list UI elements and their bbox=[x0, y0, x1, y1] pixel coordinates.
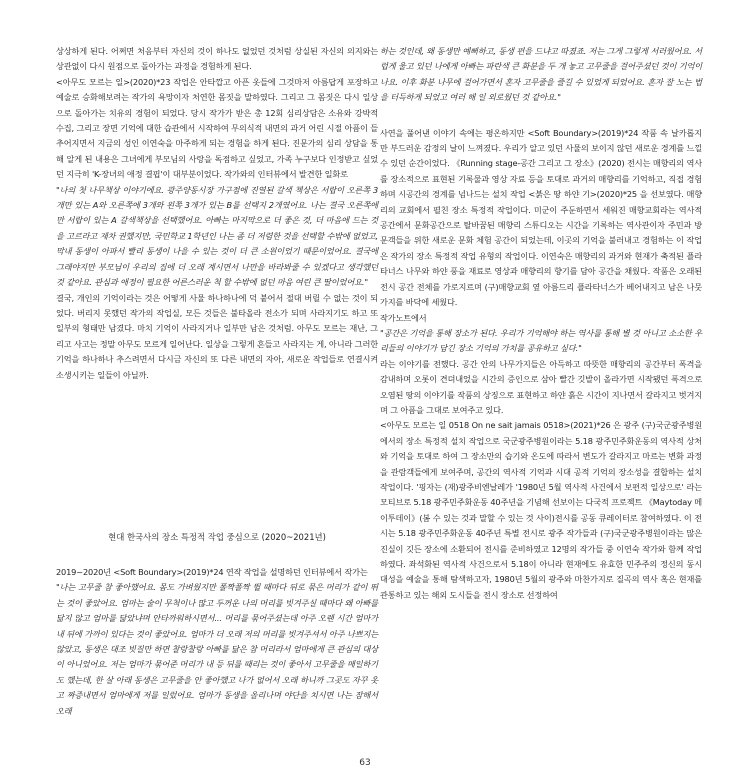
left-paragraph: 결국, 개인의 기억이라는 것은 어떻게 사물 하나하나에 덕 붙어서 절대 버릴 수 없는 것이 되었다. 버리지 못했던 작가의 작업실, 모든 것들은 불타올라 전소가 되며 사라지기도 하고 또 일부의 형태만 남겼다. 마치 기억이 사라지거나 일부만 남은 것처럼. 아무도 모르는 재난, 그리고 사고는 정말 아무도 모르게 일어난다. 일상을 그렇게 흔들고 사라지는 게, 아니라 그러한 기억을 하나하나 추스려면서 다시금 자신의 또 다른 내면의 자아, 새로운 작업들로 연결시켜 소생시키는 일들이 아닐까. bbox=[56, 292, 378, 380]
quote-paragraph: "나는 고무줄 참 좋아했어요. 몸도 가벼웠지만 폴짝폴짝 뛸 때마다 뒤로 묶은 머리가 같이 뛰는 것이 좋았어요. 엄마는 술이 무척이나 많고 두꺼운 나의 머리를 빗겨주실 때마다 왜 아빠를 닮지 않고 엄마를 닮았냐며 안타까워하시면서... 머리를 묶어주셨는데 아주 오랜 시간 엄마가 내 뒤에 가까이 있다는 것이 좋았어요. 엄마가 더 오래 저의 머리를 빗겨주셔서 아주 나쁘지는 않았고, 동생은 대조 빗질만 하면 찰랑찰랑 아빠를 닮은 참 머리라서 엄마에게 큰 관심의 대상이 아니었어요. 저는 엄마가 묶어준 머리가 내 등 뒤를 때리는 것이 좋아서 고무줄을 매일하기도 했는데, 한 살 아래 동생은 고무줄을 안 좋아했고 나가 없어서 오래 하니까 그곳도 자꾸 옷고 짜증내면서 엄마에게 저를 일렀어요. 엄마가 동생을 올리나며 야단을 치시면 나는 잠해서 오래 bbox=[56, 582, 378, 716]
right-paragraph: <아무도 모르는 일 0518 On ne sait jamais 0518>(2021)*26 은 광주 (구)국군광주병원에서의 장소 특정적 설치 작업으로 국군광주병원이라는 5.18 광주민주화운동의 역사적 상처와 기억을 토대로 하여 그 장소만의 습기와 온도에 따라서 변도가 갈라지고 마르는 변화 과정을 관람객들에게 보여주며, 공간의 역사적 기억과 시대 공적 기억의 장소성을 결합하는 설치 작업이다. '핑자는 (재)광주비엔날레가 '1980년 5월 역사적 사건에서 보편적 일상으로' 라는 모티브로 5.18 광주민주화운동 40주년을 기념해 선보이는 다국적 프로젝트 《Maytoday 메이투데이》(봄 수 있는 것과 말할 수 있는 것 사이)전시를 공동 큐레이터로 참여하였다. 이 전시는 5.18 광주민주화운동 40주년 특별 전시로 광주 작가들과 (구)국군광주병원이라는 많은 진실이 깃든 장소에 소환되어 전시를 준비하였고 12명의 작가들 중 이연숙 작가와 함께 작업하였다. 좌석화된 역사적 사건으로서 5.18이 아니라 현재에도 유효한 민주주의 정신의 동시대성을 예술을 통해 탐색하고자, 1980년 5월의 광주와 마찬가지로 질곡의 역사 혹은 현재를 관통하고 있는 해외 도시들을 전시 장소로 선정하여 bbox=[380, 420, 702, 600]
spacer bbox=[56, 383, 378, 531]
left-paragraph: 2019~2020년 <Soft Boundary>(2019)*24 연작 작업을 설명하던 인터뷰에서 작가는 bbox=[56, 566, 368, 577]
left-paragraph: 상상하게 된다. 어쩌면 처음부터 자신의 것이 하나도 없었던 것처럼 상실된 자신의 의지와는 상관없이 다시 원점으로 돌아가는 과정을 경험하게 된다. bbox=[56, 46, 378, 72]
quote-paragraph: 하는 것인데, 왜 동생만 예뻐하고, 동생 편을 드냐고 따졌죠. 저는 그게 그렇게 서러웠어요. 서럽게 울고 있던 나에게 아빠는 파란색 큰 화분을 두 개 놓고 고무줄을 걸어주셨던 것이 기억이 나요. 이후 화분 나무에 걸어가면서 혼자 고무줄을 즐길 수 있었게 되었어요. 혼자 잘 노는 법을 터득하게 되었고 여러 해 일 외로웠던 것 같아요." bbox=[380, 46, 702, 103]
right-column bbox=[380, 44, 702, 603]
section-heading: 현대 한국사의 장소 특정적 작업 중심으로 (2020~2021년) bbox=[108, 531, 326, 542]
spacer bbox=[380, 106, 702, 126]
right-paragraph: 작가노트에서 bbox=[380, 312, 427, 323]
left-paragraph: <아무도 모르는 일>(2020)*23 작업은 안타깝고 아픈 옷들에 그것마저 아름답게 포장하고 예술로 승화해보려는 작가의 욕망이자 처연한 몸짓을 말하였다. 그리고 그 몸짓은 다시 일상으로 돌아가는 치유의 경험이 되었다. 당시 작가가 받은 총 12회 심리상담은 소유와 강박적 수집, 그리고 장면 기억에 대한 습관에서 시작하여 무의식적 내면의 과거 어린 시절 아픔이 들추어지면서 지금의 성인 이연숙을 마주하게 되는 경험을 하게 된다. 진문가의 심리 상담을 통해 알게 된 내용은 그녀에게 부모님의 사랑을 독점하고 싶었고, 가족 누구보다 인정받고 싶었던 지극히 'K-장녀의 애정 결핍'이 대부분이었다. 작가와의 인터뷰에서 발견한 일화로 bbox=[56, 76, 378, 180]
right-paragraph: 라는 이야기를 전했다. 공간 안의 나무가지들은 아득하고 따뜻한 매향리의 공간부터 폭격을 감내하며 오롯이 견뎌내었을 시간의 증인으로 삼아 빨간 깃발이 올라가면 시작됐던 폭격으로 오염된 땅의 이야기를 작품의 상징으로 표현하고 하얀 흙은 시간이 지나면서 갈라지고 벗겨지며 그 아픔을 그대로 보여주고 있다. bbox=[380, 358, 702, 415]
right-paragraph: 사연을 풀어낸 이야기 속에는 평온하지만 <Soft Boundary>(2019)*24 작품 속 날카롭지만 부드러운 감정의 날이 느껴졌다. 우리가 알고 있던 사물의 보이지 않던 새로운 경계를 느낄 수 있던 순간이었다. 《Running stage-공간 그리고 그 장소》(2020) 전시는 매향리의 역사를 장소적으로 표현된 기록물과 영상 자료 등을 토대로 과거의 매향리를 기억하고, 직접 경험하며 시공간의 경계를 넘나드는 설치 작업 <붉은 땅 하얀 기>(2020)*25 을 선보였다. 매향리의 교회에서 펼친 장소 특정적 작업이다. 미군이 주둔하면서 세워진 매향교회라는 역사적 공간에서 문화공간으로 탈바꿈된 매향리 스튜디오는 시간을 기록하는 역사관이자 주민과 방문객들을 위한 새로운 문화 체험 공간이 되었는데, 이곳의 기억을 불러내고 경험하는 이 작업은 작가의 장소 특정적 작업 유형의 작업이다. 이연숙은 매향리의 과거와 현재가 축적된 플라타너스 나무와 하얀 풍을 재료로 영상과 매향리의 향기를 담아 공간을 채웠다. 작품은 오래된 전시 공간 전체를 가로지르며 (구)매향교회 옆 아름드리 플라타너스가 베어내지고 남은 나뭇가지를 바닥에 세웠다. bbox=[380, 127, 702, 308]
quote-paragraph: "나의 첫 나무책상 이야기에요. 광주양동시장 가구점에 진열된 갈색 책상은 서랍이 오른쪽 3개만 있는 A와 오른쪽에 3개와 왼쪽 3개가 있는 B를 선택지 2개였어요. 나는 결국 오른쪽에만 서랍이 있는 A 갈색책상을 선택했어요. 아빠는 마지막으로 더 좋은 것, 더 마음에 드는 것을 고르라고 재차 권했지만, 국민학교 1학년인 나는 좀 더 저렴한 것을 선택할 수밖에 없었고, 막내 동생이 아파서 빨리 동생이 나을 수 있는 것이 더 큰 소원이었기 때문이었어요. 결국에 그래야지만 부모님이 우리의 집에 더 오래 계시면서 나만을 바라봐줄 수 있겠다고 생각했던 것 같아요. 관심과 애정이 필요한 어른스러운 척 할 수밖에 없던 마음 여린 큰 딸이었어요." bbox=[56, 184, 378, 288]
left-column bbox=[56, 44, 378, 719]
page-number: 63 bbox=[359, 758, 371, 768]
quote-paragraph: "공간은 기억을 통해 장소가 된다. 우리가 기억해야 하는 역사를 통해 별 것 아니고 소소한 우리들의 이야기가 담긴 장소 기억의 가치를 공유하고 싶다." bbox=[380, 327, 702, 354]
